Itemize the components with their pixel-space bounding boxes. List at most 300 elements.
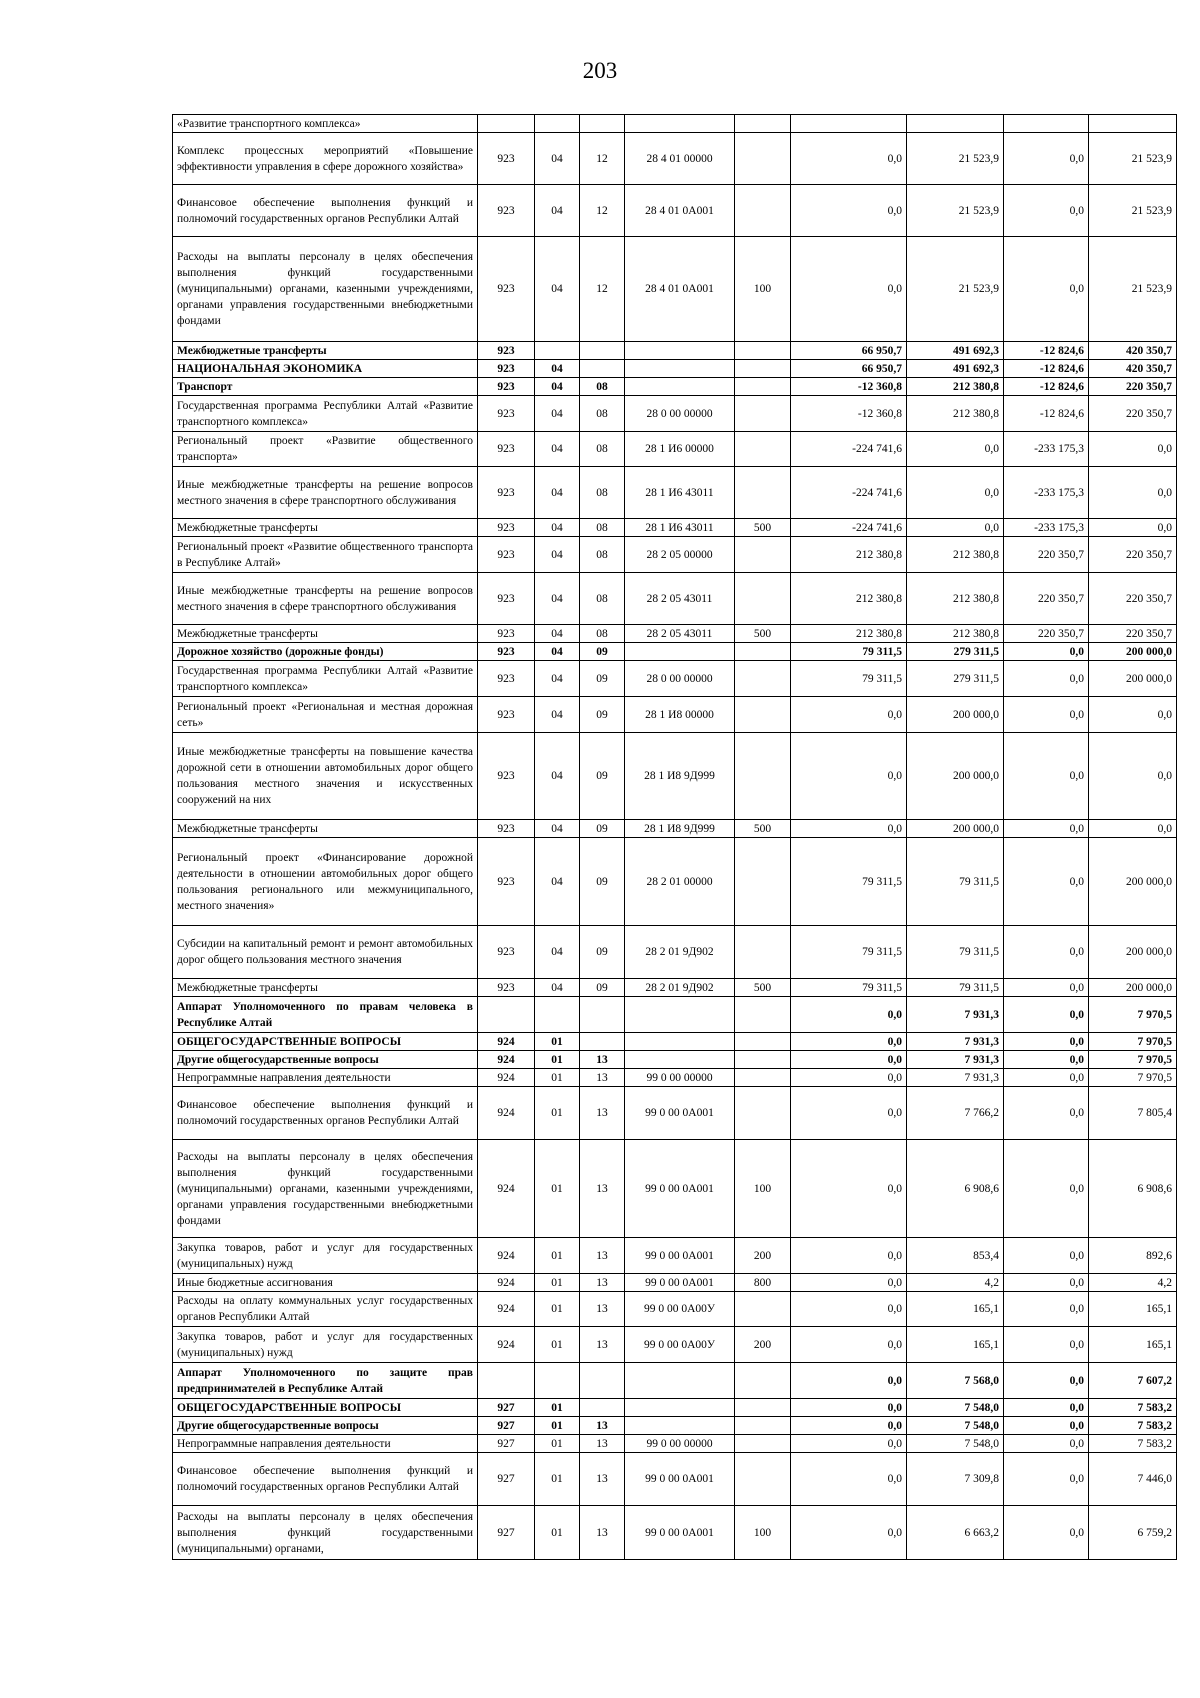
subsection-code-cell: 09 (580, 697, 625, 733)
grbs-code-cell (478, 1363, 535, 1399)
expense-type-cell (735, 360, 791, 378)
amount-1-cell: 0,0 (791, 1399, 907, 1417)
section-code-cell: 01 (535, 1453, 580, 1506)
subsection-code-cell: 08 (580, 396, 625, 432)
section-code-cell: 01 (535, 1274, 580, 1292)
grbs-code-cell: 923 (478, 697, 535, 733)
amount-3-cell: -233 175,3 (1004, 519, 1089, 537)
target-article-cell: 99 0 00 0А00У (625, 1327, 735, 1363)
amount-3-cell: 0,0 (1004, 1087, 1089, 1140)
table-row (173, 1363, 1177, 1399)
grbs-code-cell: 923 (478, 838, 535, 926)
subsection-code-cell: 08 (580, 432, 625, 467)
row-name-cell: Региональный проект «Развитие общественного транспорта» (173, 432, 478, 467)
table-row (173, 820, 1177, 838)
grbs-code-cell: 923 (478, 360, 535, 378)
section-code-cell: 01 (535, 1069, 580, 1087)
amount-2-cell: 7 548,0 (907, 1399, 1004, 1417)
section-code-cell: 04 (535, 661, 580, 697)
amount-1-cell: 212 380,8 (791, 625, 907, 643)
amount-4-cell: 200 000,0 (1089, 838, 1177, 926)
subsection-code-cell: 09 (580, 838, 625, 926)
amount-2-cell: 79 311,5 (907, 979, 1004, 997)
amount-2-cell: 200 000,0 (907, 733, 1004, 820)
amount-2-cell: 165,1 (907, 1292, 1004, 1327)
amount-1-cell: 0,0 (791, 1051, 907, 1069)
subsection-code-cell: 08 (580, 537, 625, 573)
target-article-cell: 99 0 00 0А001 (625, 1087, 735, 1140)
expense-type-cell (735, 115, 791, 133)
target-article-cell: 99 0 00 0А001 (625, 1506, 735, 1560)
row-name-cell: Закупка товаров, работ и услуг для государственных (муниципальных) нужд (173, 1327, 478, 1363)
amount-4-cell: 200 000,0 (1089, 926, 1177, 979)
section-code-cell: 04 (535, 360, 580, 378)
row-name-cell: Дорожное хозяйство (дорожные фонды) (173, 643, 478, 661)
expense-type-cell (735, 643, 791, 661)
section-code-cell: 04 (535, 467, 580, 519)
subsection-code-cell: 13 (580, 1292, 625, 1327)
amount-4-cell: 892,6 (1089, 1238, 1177, 1274)
row-name-cell: Межбюджетные трансферты (173, 979, 478, 997)
expense-type-cell: 100 (735, 1506, 791, 1560)
target-article-cell: 99 0 00 0А001 (625, 1238, 735, 1274)
grbs-code-cell: 924 (478, 1140, 535, 1238)
table-row (173, 1087, 1177, 1140)
amount-1-cell: 0,0 (791, 1069, 907, 1087)
grbs-code-cell: 924 (478, 1087, 535, 1140)
subsection-code-cell: 13 (580, 1435, 625, 1453)
grbs-code-cell: 923 (478, 537, 535, 573)
grbs-code-cell: 923 (478, 342, 535, 360)
target-article-cell: 99 0 00 00000 (625, 1069, 735, 1087)
target-article-cell (625, 342, 735, 360)
amount-3-cell (1004, 115, 1089, 133)
amount-3-cell: 0,0 (1004, 1292, 1089, 1327)
subsection-code-cell: 13 (580, 1327, 625, 1363)
amount-4-cell: 0,0 (1089, 820, 1177, 838)
section-code-cell: 01 (535, 1435, 580, 1453)
amount-3-cell: 220 350,7 (1004, 537, 1089, 573)
row-name-cell: Другие общегосударственные вопросы (173, 1051, 478, 1069)
amount-2-cell: 212 380,8 (907, 573, 1004, 625)
amount-4-cell: 7 583,2 (1089, 1417, 1177, 1435)
amount-3-cell: 0,0 (1004, 733, 1089, 820)
amount-1-cell: 0,0 (791, 820, 907, 838)
table-row (173, 1435, 1177, 1453)
expense-type-cell (735, 733, 791, 820)
section-code-cell: 01 (535, 1033, 580, 1051)
amount-3-cell: -233 175,3 (1004, 467, 1089, 519)
target-article-cell (625, 997, 735, 1033)
row-name-cell: Иные межбюджетные трансферты на повышение качества дорожной сети в отношении автомобильных дорог общего пользования местного значения и искусственных сооружений на них (173, 733, 478, 820)
amount-2-cell: 79 311,5 (907, 838, 1004, 926)
row-name-cell: Закупка товаров, работ и услуг для государственных (муниципальных) нужд (173, 1238, 478, 1274)
amount-3-cell: 220 350,7 (1004, 625, 1089, 643)
expense-type-cell (735, 1087, 791, 1140)
table-row (173, 997, 1177, 1033)
amount-1-cell: 0,0 (791, 1274, 907, 1292)
amount-3-cell: 0,0 (1004, 643, 1089, 661)
target-article-cell: 28 1 И6 00000 (625, 432, 735, 467)
expense-type-cell (735, 1069, 791, 1087)
amount-1-cell: -224 741,6 (791, 519, 907, 537)
subsection-code-cell: 12 (580, 133, 625, 185)
amount-4-cell: 220 350,7 (1089, 625, 1177, 643)
amount-4-cell: 0,0 (1089, 733, 1177, 820)
amount-3-cell: 0,0 (1004, 1051, 1089, 1069)
table-row (173, 1327, 1177, 1363)
amount-4-cell: 200 000,0 (1089, 661, 1177, 697)
target-article-cell: 28 2 01 9Д902 (625, 979, 735, 997)
row-name-cell: Финансовое обеспечение выполнения функций и полномочий государственных органов Республики Алтай (173, 1087, 478, 1140)
target-article-cell (625, 115, 735, 133)
amount-1-cell: 79 311,5 (791, 926, 907, 979)
amount-1-cell: 0,0 (791, 1435, 907, 1453)
amount-2-cell: 21 523,9 (907, 133, 1004, 185)
amount-4-cell: 7 970,5 (1089, 1069, 1177, 1087)
amount-4-cell: 200 000,0 (1089, 643, 1177, 661)
expense-type-cell: 500 (735, 519, 791, 537)
amount-2-cell: 7 931,3 (907, 1033, 1004, 1051)
amount-2-cell (907, 115, 1004, 133)
table-row (173, 1399, 1177, 1417)
amount-4-cell: 7 970,5 (1089, 997, 1177, 1033)
amount-2-cell: 491 692,3 (907, 342, 1004, 360)
grbs-code-cell: 923 (478, 661, 535, 697)
amount-3-cell: 0,0 (1004, 1506, 1089, 1560)
subsection-code-cell: 08 (580, 573, 625, 625)
section-code-cell: 04 (535, 838, 580, 926)
expense-type-cell (735, 467, 791, 519)
row-name-cell: Транспорт (173, 378, 478, 396)
amount-3-cell: -12 824,6 (1004, 396, 1089, 432)
target-article-cell: 28 4 01 0А001 (625, 185, 735, 237)
amount-3-cell: 0,0 (1004, 820, 1089, 838)
amount-4-cell: 420 350,7 (1089, 360, 1177, 378)
grbs-code-cell: 923 (478, 237, 535, 342)
target-article-cell: 99 0 00 0А001 (625, 1140, 735, 1238)
expense-type-cell: 800 (735, 1274, 791, 1292)
amount-3-cell: -12 824,6 (1004, 342, 1089, 360)
subsection-code-cell: 13 (580, 1506, 625, 1560)
target-article-cell: 28 2 05 43011 (625, 625, 735, 643)
table-row (173, 733, 1177, 820)
subsection-code-cell: 08 (580, 467, 625, 519)
section-code-cell (535, 1363, 580, 1399)
target-article-cell (625, 643, 735, 661)
table-row (173, 1506, 1177, 1560)
row-name-cell: Расходы на выплаты персоналу в целях обеспечения выполнения функций государственными (муниципальными) органами, (173, 1506, 478, 1560)
amount-1-cell: -12 360,8 (791, 396, 907, 432)
expense-type-cell (735, 661, 791, 697)
target-article-cell: 28 0 00 00000 (625, 396, 735, 432)
grbs-code-cell: 923 (478, 733, 535, 820)
amount-4-cell: 0,0 (1089, 697, 1177, 733)
grbs-code-cell: 927 (478, 1399, 535, 1417)
target-article-cell: 28 4 01 0А001 (625, 237, 735, 342)
subsection-code-cell: 09 (580, 820, 625, 838)
amount-3-cell: 0,0 (1004, 697, 1089, 733)
subsection-code-cell: 13 (580, 1274, 625, 1292)
amount-4-cell: 220 350,7 (1089, 378, 1177, 396)
table-row (173, 237, 1177, 342)
amount-1-cell: 0,0 (791, 1453, 907, 1506)
target-article-cell: 99 0 00 0А001 (625, 1274, 735, 1292)
row-name-cell: Другие общегосударственные вопросы (173, 1417, 478, 1435)
amount-1-cell: 66 950,7 (791, 360, 907, 378)
amount-3-cell: 0,0 (1004, 1140, 1089, 1238)
row-name-cell: Государственная программа Республики Алтай «Развитие транспортного комплекса» (173, 661, 478, 697)
section-code-cell: 04 (535, 979, 580, 997)
amount-4-cell: 0,0 (1089, 519, 1177, 537)
target-article-cell (625, 360, 735, 378)
table-row (173, 360, 1177, 378)
table-row (173, 396, 1177, 432)
amount-1-cell: 0,0 (791, 133, 907, 185)
amount-1-cell: 0,0 (791, 1292, 907, 1327)
section-code-cell (535, 997, 580, 1033)
expense-type-cell (735, 1453, 791, 1506)
target-article-cell: 28 1 И8 00000 (625, 697, 735, 733)
amount-3-cell: 0,0 (1004, 926, 1089, 979)
expense-type-cell (735, 432, 791, 467)
amount-2-cell: 7 568,0 (907, 1363, 1004, 1399)
subsection-code-cell: 13 (580, 1087, 625, 1140)
amount-1-cell: 0,0 (791, 1417, 907, 1435)
subsection-code-cell: 08 (580, 519, 625, 537)
amount-1-cell: 0,0 (791, 1238, 907, 1274)
subsection-code-cell: 09 (580, 733, 625, 820)
amount-4-cell: 165,1 (1089, 1327, 1177, 1363)
expense-type-cell (735, 537, 791, 573)
section-code-cell: 04 (535, 820, 580, 838)
subsection-code-cell (580, 997, 625, 1033)
amount-3-cell: 0,0 (1004, 1033, 1089, 1051)
amount-1-cell: 0,0 (791, 1506, 907, 1560)
amount-2-cell: 212 380,8 (907, 625, 1004, 643)
amount-2-cell: 279 311,5 (907, 643, 1004, 661)
row-name-cell: Субсидии на капитальный ремонт и ремонт автомобильных дорог общего пользования местного значения (173, 926, 478, 979)
row-name-cell: ОБЩЕГОСУДАРСТВЕННЫЕ ВОПРОСЫ (173, 1033, 478, 1051)
subsection-code-cell (580, 342, 625, 360)
section-code-cell: 04 (535, 133, 580, 185)
amount-4-cell: 0,0 (1089, 432, 1177, 467)
amount-1-cell: 79 311,5 (791, 643, 907, 661)
table-row (173, 625, 1177, 643)
amount-4-cell: 4,2 (1089, 1274, 1177, 1292)
row-name-cell: Расходы на выплаты персоналу в целях обеспечения выполнения функций государственными (муниципальными) органами, казенными учреждениями, органами управления государственными внебюджетными фондами (173, 1140, 478, 1238)
amount-2-cell: 200 000,0 (907, 820, 1004, 838)
section-code-cell: 01 (535, 1087, 580, 1140)
amount-3-cell: 0,0 (1004, 1417, 1089, 1435)
expense-type-cell (735, 1399, 791, 1417)
expense-type-cell (735, 1292, 791, 1327)
table-row (173, 573, 1177, 625)
amount-2-cell: 0,0 (907, 467, 1004, 519)
amount-2-cell: 7 548,0 (907, 1417, 1004, 1435)
table-row (173, 378, 1177, 396)
amount-3-cell: 0,0 (1004, 1399, 1089, 1417)
grbs-code-cell: 923 (478, 625, 535, 643)
amount-3-cell: 0,0 (1004, 1327, 1089, 1363)
amount-2-cell: 212 380,8 (907, 396, 1004, 432)
row-name-cell: Межбюджетные трансферты (173, 625, 478, 643)
amount-1-cell: 0,0 (791, 697, 907, 733)
amount-4-cell: 7 583,2 (1089, 1435, 1177, 1453)
table-row (173, 1453, 1177, 1506)
grbs-code-cell: 924 (478, 1292, 535, 1327)
amount-4-cell: 220 350,7 (1089, 573, 1177, 625)
table-row (173, 979, 1177, 997)
amount-3-cell: 0,0 (1004, 237, 1089, 342)
amount-3-cell: 0,0 (1004, 1435, 1089, 1453)
amount-2-cell: 7 931,3 (907, 1069, 1004, 1087)
amount-2-cell: 4,2 (907, 1274, 1004, 1292)
grbs-code-cell: 923 (478, 979, 535, 997)
subsection-code-cell (580, 360, 625, 378)
amount-2-cell: 7 931,3 (907, 1051, 1004, 1069)
table-row (173, 1417, 1177, 1435)
expense-type-cell (735, 926, 791, 979)
amount-1-cell: 0,0 (791, 237, 907, 342)
expense-type-cell (735, 997, 791, 1033)
amount-2-cell: 7 548,0 (907, 1435, 1004, 1453)
section-code-cell: 01 (535, 1399, 580, 1417)
section-code-cell: 04 (535, 519, 580, 537)
amount-2-cell: 6 663,2 (907, 1506, 1004, 1560)
target-article-cell: 28 1 И6 43011 (625, 467, 735, 519)
amount-4-cell: 21 523,9 (1089, 237, 1177, 342)
amount-2-cell: 21 523,9 (907, 185, 1004, 237)
table-row (173, 661, 1177, 697)
amount-3-cell: -12 824,6 (1004, 360, 1089, 378)
expense-type-cell (735, 1051, 791, 1069)
amount-3-cell: 0,0 (1004, 1363, 1089, 1399)
table-row (173, 432, 1177, 467)
row-name-cell: Расходы на оплату коммунальных услуг государственных органов Республики Алтай (173, 1292, 478, 1327)
expense-type-cell: 100 (735, 1140, 791, 1238)
section-code-cell: 04 (535, 185, 580, 237)
expense-type-cell (735, 1033, 791, 1051)
amount-2-cell: 491 692,3 (907, 360, 1004, 378)
expense-type-cell (735, 1363, 791, 1399)
grbs-code-cell: 923 (478, 519, 535, 537)
row-name-cell: Финансовое обеспечение выполнения функций и полномочий государственных органов Республики Алтай (173, 185, 478, 237)
row-name-cell: Финансовое обеспечение выполнения функций и полномочий государственных органов Республики Алтай (173, 1453, 478, 1506)
amount-1-cell: 0,0 (791, 1363, 907, 1399)
subsection-code-cell: 08 (580, 378, 625, 396)
row-name-cell: Региональный проект «Региональная и местная дорожная сеть» (173, 697, 478, 733)
expense-type-cell: 200 (735, 1238, 791, 1274)
target-article-cell: 28 4 01 00000 (625, 133, 735, 185)
grbs-code-cell: 923 (478, 432, 535, 467)
row-name-cell: Расходы на выплаты персоналу в целях обеспечения выполнения функций государственными (муниципальными) органами, казенными учреждениями, органами управления государственными внебюджетными фондами (173, 237, 478, 342)
expense-type-cell (735, 573, 791, 625)
row-name-cell: Непрограммные направления деятельности (173, 1069, 478, 1087)
section-code-cell: 04 (535, 926, 580, 979)
amount-1-cell (791, 115, 907, 133)
page-number: 203 (582, 58, 618, 83)
expense-type-cell (735, 342, 791, 360)
amount-1-cell: -224 741,6 (791, 467, 907, 519)
subsection-code-cell: 09 (580, 926, 625, 979)
table-row (173, 697, 1177, 733)
grbs-code-cell: 927 (478, 1453, 535, 1506)
amount-3-cell: -12 824,6 (1004, 378, 1089, 396)
section-code-cell: 01 (535, 1417, 580, 1435)
amount-4-cell: 6 908,6 (1089, 1140, 1177, 1238)
grbs-code-cell (478, 115, 535, 133)
table-row (173, 185, 1177, 237)
amount-3-cell: 0,0 (1004, 979, 1089, 997)
expense-type-cell: 500 (735, 820, 791, 838)
table-row (173, 115, 1177, 133)
amount-2-cell: 853,4 (907, 1238, 1004, 1274)
amount-2-cell: 79 311,5 (907, 926, 1004, 979)
grbs-code-cell: 924 (478, 1069, 535, 1087)
grbs-code-cell: 923 (478, 378, 535, 396)
amount-2-cell: 200 000,0 (907, 697, 1004, 733)
amount-4-cell: 7 970,5 (1089, 1033, 1177, 1051)
grbs-code-cell: 923 (478, 185, 535, 237)
subsection-code-cell: 12 (580, 237, 625, 342)
grbs-code-cell: 924 (478, 1238, 535, 1274)
row-name-cell: Непрограммные направления деятельности (173, 1435, 478, 1453)
grbs-code-cell: 923 (478, 926, 535, 979)
subsection-code-cell: 13 (580, 1238, 625, 1274)
amount-3-cell: 0,0 (1004, 1238, 1089, 1274)
table-body (173, 115, 1177, 1560)
table-row (173, 342, 1177, 360)
target-article-cell: 28 2 05 43011 (625, 573, 735, 625)
amount-3-cell: -233 175,3 (1004, 432, 1089, 467)
amount-1-cell: 0,0 (791, 1087, 907, 1140)
subsection-code-cell (580, 115, 625, 133)
subsection-code-cell: 09 (580, 643, 625, 661)
target-article-cell: 28 1 И8 9Д999 (625, 820, 735, 838)
amount-2-cell: 212 380,8 (907, 537, 1004, 573)
row-name-cell: Государственная программа Республики Алтай «Развитие транспортного комплекса» (173, 396, 478, 432)
amount-2-cell: 0,0 (907, 519, 1004, 537)
row-name-cell: Региональный проект «Развитие общественного транспорта в Республике Алтай» (173, 537, 478, 573)
target-article-cell (625, 1051, 735, 1069)
target-article-cell: 28 1 И8 9Д999 (625, 733, 735, 820)
section-code-cell: 04 (535, 573, 580, 625)
row-name-cell: Межбюджетные трансферты (173, 519, 478, 537)
amount-1-cell: 0,0 (791, 997, 907, 1033)
target-article-cell (625, 1363, 735, 1399)
section-code-cell: 01 (535, 1327, 580, 1363)
table-row (173, 133, 1177, 185)
section-code-cell: 04 (535, 432, 580, 467)
table-row (173, 537, 1177, 573)
amount-3-cell: 0,0 (1004, 1453, 1089, 1506)
table-row (173, 1033, 1177, 1051)
amount-3-cell: 0,0 (1004, 1274, 1089, 1292)
section-code-cell: 01 (535, 1292, 580, 1327)
section-code-cell (535, 115, 580, 133)
section-code-cell: 04 (535, 697, 580, 733)
amount-2-cell: 212 380,8 (907, 378, 1004, 396)
table-row (173, 1051, 1177, 1069)
amount-1-cell: 66 950,7 (791, 342, 907, 360)
amount-3-cell: 0,0 (1004, 997, 1089, 1033)
row-name-cell: Комплекс процессных мероприятий «Повышение эффективности управления в сфере дорожного хозяйства» (173, 133, 478, 185)
expense-type-cell: 500 (735, 625, 791, 643)
expense-type-cell (735, 838, 791, 926)
subsection-code-cell (580, 1399, 625, 1417)
subsection-code-cell: 13 (580, 1140, 625, 1238)
